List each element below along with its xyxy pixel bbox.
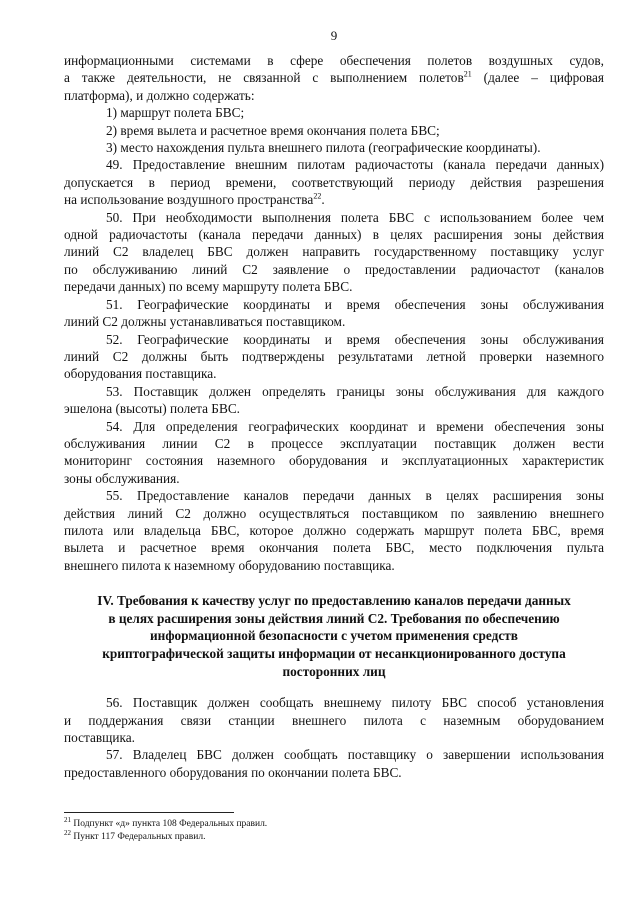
paragraph-55: вылета и расчетное время окончания полета БВС, место подключения пульта: [64, 540, 604, 556]
paragraph-53: эшелона (высоты) полета БВС.: [64, 401, 241, 417]
footnote-divider: [64, 812, 234, 813]
footnote-ref-21: 21: [463, 69, 472, 79]
paragraph-55: действия линий С2 должно осуществляться поставщиком по заявлению внешнего: [64, 505, 604, 521]
paragraph-50: линий С2 владелец БВС должен направить государственному поставщику услуг: [64, 244, 604, 260]
document-body: [64, 52, 604, 574]
paragraph-51: линий С2 должны устанавливаться поставщиком.: [64, 314, 346, 330]
paragraph-54: 54. Для определения географических координат и времени обеспечения зоны: [106, 418, 604, 434]
paragraph-52: оборудования поставщика.: [64, 366, 217, 382]
page-number: 9: [330, 28, 338, 43]
paragraph-49: 49. Предоставление внешним пилотам радиочастоты (канала передачи данных): [106, 157, 604, 173]
paragraph-57: 57. Владелец БВС должен сообщать поставщику о завершении использования: [106, 747, 604, 763]
paragraph-52: 52. Географические координаты и время обеспечения зоны обслуживания: [106, 331, 604, 347]
paragraph-49: допускается в период времени, соответствующий периоду действия разрешения: [64, 174, 604, 190]
intro-line: а также деятельности, не связанной с выполнением полетов$^{21}$ (далее – цифровая: [64, 69, 604, 86]
paragraph-49: на использование воздушного пространства$^{22}$.: [64, 191, 325, 208]
paragraph-55: 55. Предоставление каналов передачи данных в целях расширения зоны: [106, 488, 604, 504]
list-item: 1) маршрут полета БВС;: [106, 105, 245, 121]
paragraph-56: и поддержания связи станции внешнего пилота с наземным оборудованием: [64, 712, 604, 728]
section-heading: IV. Требования к качеству услуг по предоставлению каналов передачи данных в целях расширения зоны действия линий С2. Требования по обеспечению информационной безопасности с учетом применения средств криптографической защиты информации от несанкционированного доступа посторонних лиц: [97, 593, 571, 679]
paragraph-55: внешнего пилота к наземному оборудованию поставщика.: [64, 557, 395, 573]
paragraph-52: линий С2 должны быть подтверждены результатами летной проверки наземного: [64, 348, 604, 364]
paragraph-50: по обслуживанию линий С2 заявление о предоставлении радиочастот (каналов: [64, 261, 604, 277]
paragraph-50: 50. При необходимости выполнения полета БВС с использованием более чем: [106, 209, 604, 225]
paragraph-56: поставщика.: [64, 729, 135, 745]
paragraph-56: 56. Поставщик должен сообщать внешнему пилоту БВС способ установления: [106, 695, 604, 711]
paragraph-54: зоны обслуживания.: [64, 470, 180, 486]
paragraph-54: мониторинг состояния наземного оборудования и эксплуатационных характеристик: [64, 453, 604, 469]
footnote-22: $^{22}$ Пункт 117 Федеральных правил.: [64, 828, 206, 842]
footnote-21: $^{21}$ Подпункт «д» пункта 108 Федеральных правил.: [64, 815, 268, 829]
paragraph-53: 53. Поставщик должен определять границы зоны обслуживания для каждого: [106, 383, 604, 399]
paragraph-50: одной радиочастоты (канала передачи данных) в целях расширения зоны действия: [64, 227, 604, 243]
list-item: 2) время вылета и расчетное время окончания полета БВС;: [106, 122, 440, 138]
paragraph-54: обслуживания линии С2 в процессе эксплуатации поставщик должен вести: [64, 435, 604, 451]
footnote-ref-22: 22: [313, 191, 322, 201]
intro-line: платформа), и должно содержать:: [64, 87, 255, 103]
paragraph-57: предоставленного оборудования по окончании полета БВС.: [64, 764, 402, 780]
paragraph-50: передачи данных) по всему маршруту полета БВС.: [64, 279, 353, 295]
footnotes: [64, 815, 268, 844]
document-body-continued: [64, 694, 604, 781]
paragraph-51: 51. Географические координаты и время обеспечения зоны обслуживания: [106, 296, 604, 312]
intro-line: информационными системами в сфере обеспечения полетов воздушных судов,: [64, 53, 604, 68]
list-item: 3) место нахождения пульта внешнего пилота (географические координаты).: [106, 140, 541, 156]
paragraph-55: пилота или владельца БВС, которое должно содержать маршрут полета БВС, время: [64, 522, 604, 538]
